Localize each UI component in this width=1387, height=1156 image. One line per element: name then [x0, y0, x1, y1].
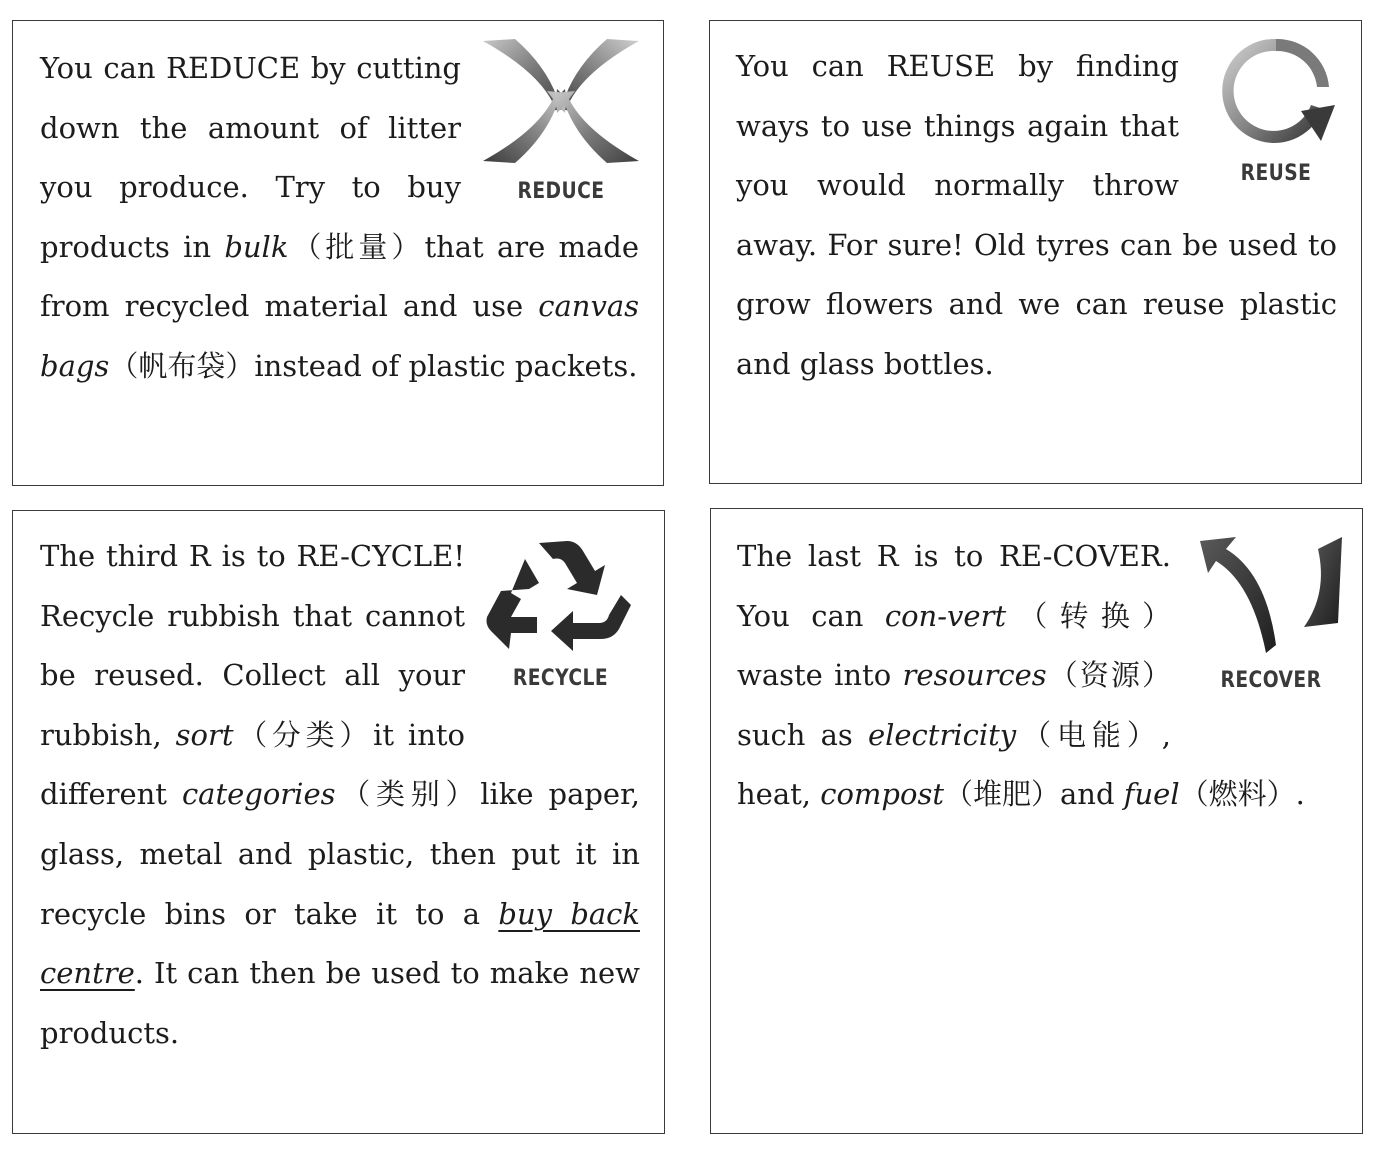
recover-label: RECOVER: [1220, 668, 1322, 693]
reduce-logo: [475, 35, 647, 203]
recycle-card: [12, 510, 665, 1134]
reuse-text: REUSE You can REUSE by finding ways to use things again that you would normally throw away. For sure! Old tyres can be used to grow flowers and we can reuse plastic and glass bottles.: [736, 37, 1337, 395]
recover-logo: [1181, 533, 1361, 733]
recycle-logo: [473, 533, 648, 723]
reduce-arrows-icon: [475, 35, 647, 167]
recycle-symbol-icon: [481, 533, 641, 658]
recover-card: [710, 508, 1363, 1134]
recycle-text: RECYCLE The third R is to RE-CYCLE! Recycle rubbish that cannot be reused. Collect all your rubbish, sort（分类）it into different categories（类别）like paper, glass, metal and plastic, then put it in recycle bins or take it to a buy back centre. It can then be used to make new products.: [40, 527, 640, 1063]
reuse-circular-arrow-icon: [1201, 31, 1351, 151]
recycle-label: RECYCLE: [512, 666, 609, 691]
reduce-label: REDUCE: [517, 179, 605, 204]
buy-back-centre-term: buy back centre: [40, 896, 640, 991]
reuse-logo: [1191, 31, 1361, 201]
recover-curved-arrow-icon: [1196, 533, 1346, 658]
reuse-label: REUSE: [1240, 161, 1312, 186]
reuse-card: [709, 20, 1362, 484]
recover-text: RECOVER The last R is to RE-COVER. You can con-vert（转换）waste into resources（资源）such as electricity（电能）, heat, compost（堆肥）and fuel（燃料）.: [737, 527, 1337, 825]
reduce-text: REDUCE You can REDUCE by cutting down the amount of litter you produce. Try to buy products in bulk（批量）that are made from recycled material and use canvas bags（帆布袋）instead of plastic packets.: [40, 39, 639, 397]
reduce-card: [12, 20, 664, 486]
